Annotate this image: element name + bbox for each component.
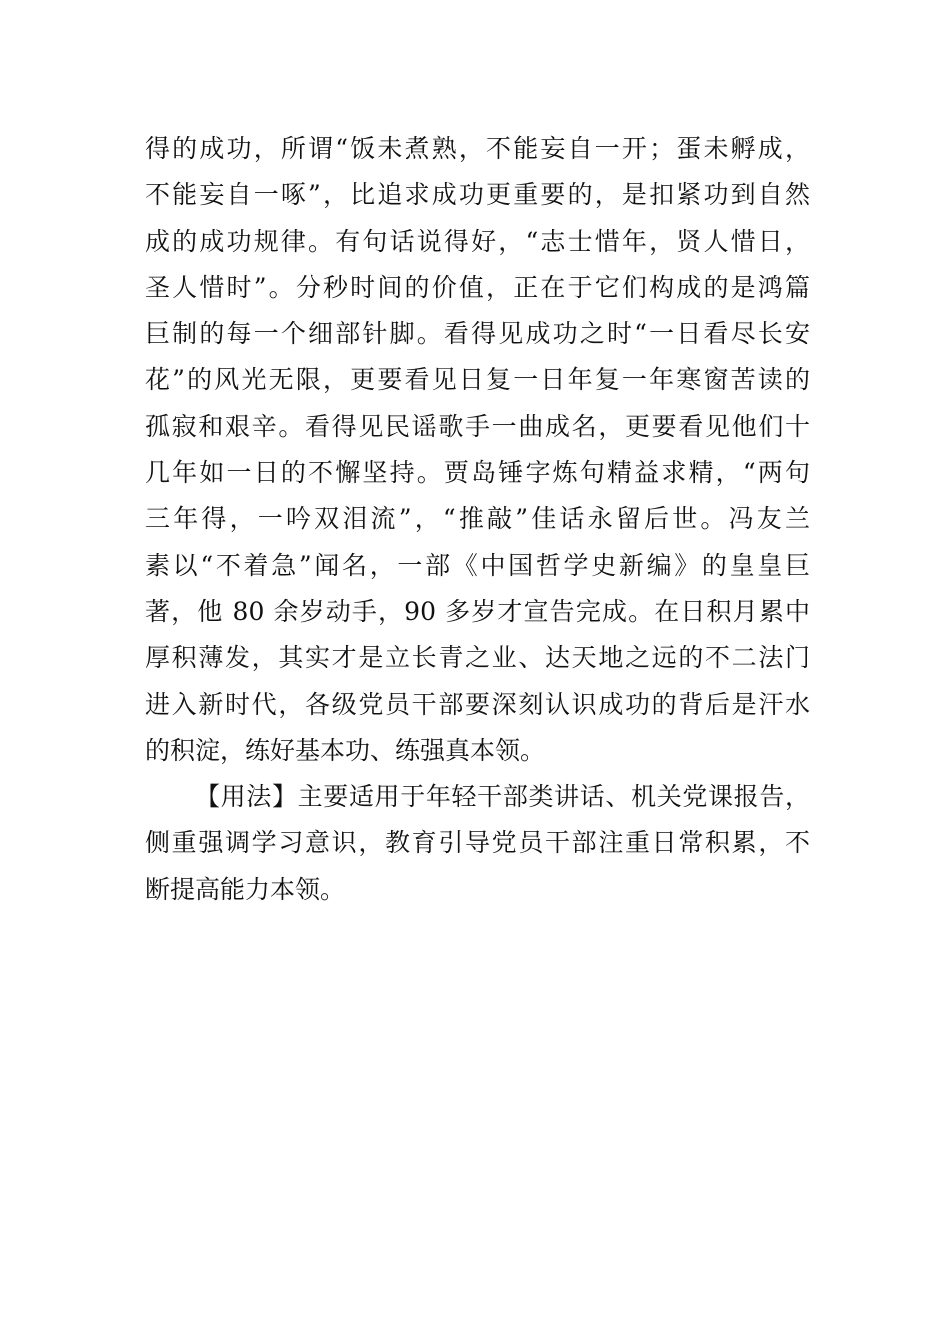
paragraph-line: 著，他 80 余岁动手，90 多岁才宣告完成。在日积月累中	[145, 596, 810, 626]
paragraph-line: 圣人惜时”。分秒时间的价值，正在于它们构成的是鸿篇	[145, 272, 810, 302]
paragraph-line: 的积淀，练好基本功、练强真本领。	[145, 735, 546, 765]
paragraph-line: 厚积薄发，其实才是立长青之业、达天地之远的不二法门	[145, 643, 810, 673]
paragraph-line: 几年如一日的不懈坚持。贾岛锤字炼句精益求精，“两句	[145, 458, 810, 488]
paragraph-line: 得的成功，所谓“饭未煮熟，不能妄自一开；蛋未孵成，	[145, 134, 810, 163]
paragraph-line: 不能妄自一啄”，比追求成功更重要的，是扣紧功到自然	[145, 180, 810, 210]
paragraph-line: 巨制的每一个细部针脚。看得见成功之时“一日看尽长安	[145, 319, 810, 349]
paragraph-line: 孤寂和艰辛。看得见民谣歌手一曲成名，更要看见他们十	[145, 411, 810, 441]
paragraph-line: 花”的风光无限，更要看见日复一日年复一年寒窗苦读的	[145, 365, 810, 395]
paragraph-line: 三年得，一吟双泪流”，“推敲”佳话永留后世。冯友兰	[145, 504, 810, 534]
paragraph-usage	[145, 774, 810, 913]
document-body	[145, 126, 810, 913]
paragraph-line: 侧重强调学习意识，教育引导党员干部注重日常积累，不	[145, 828, 810, 858]
paragraph-main	[145, 126, 810, 774]
paragraph-line: 成的成功规律。有句话说得好，“志士惜年，贤人惜日，	[145, 226, 810, 256]
paragraph-line: 进入新时代，各级党员干部要深刻认识成功的背后是汗水	[145, 689, 810, 719]
paragraph-line: 【用法】主要适用于年轻干部类讲话、机关党课报告，	[195, 782, 810, 812]
paragraph-line: 素以“不着急”闻名，一部《中国哲学史新编》的皇皇巨	[145, 550, 810, 580]
paragraph-line: 断提高能力本领。	[145, 874, 346, 904]
